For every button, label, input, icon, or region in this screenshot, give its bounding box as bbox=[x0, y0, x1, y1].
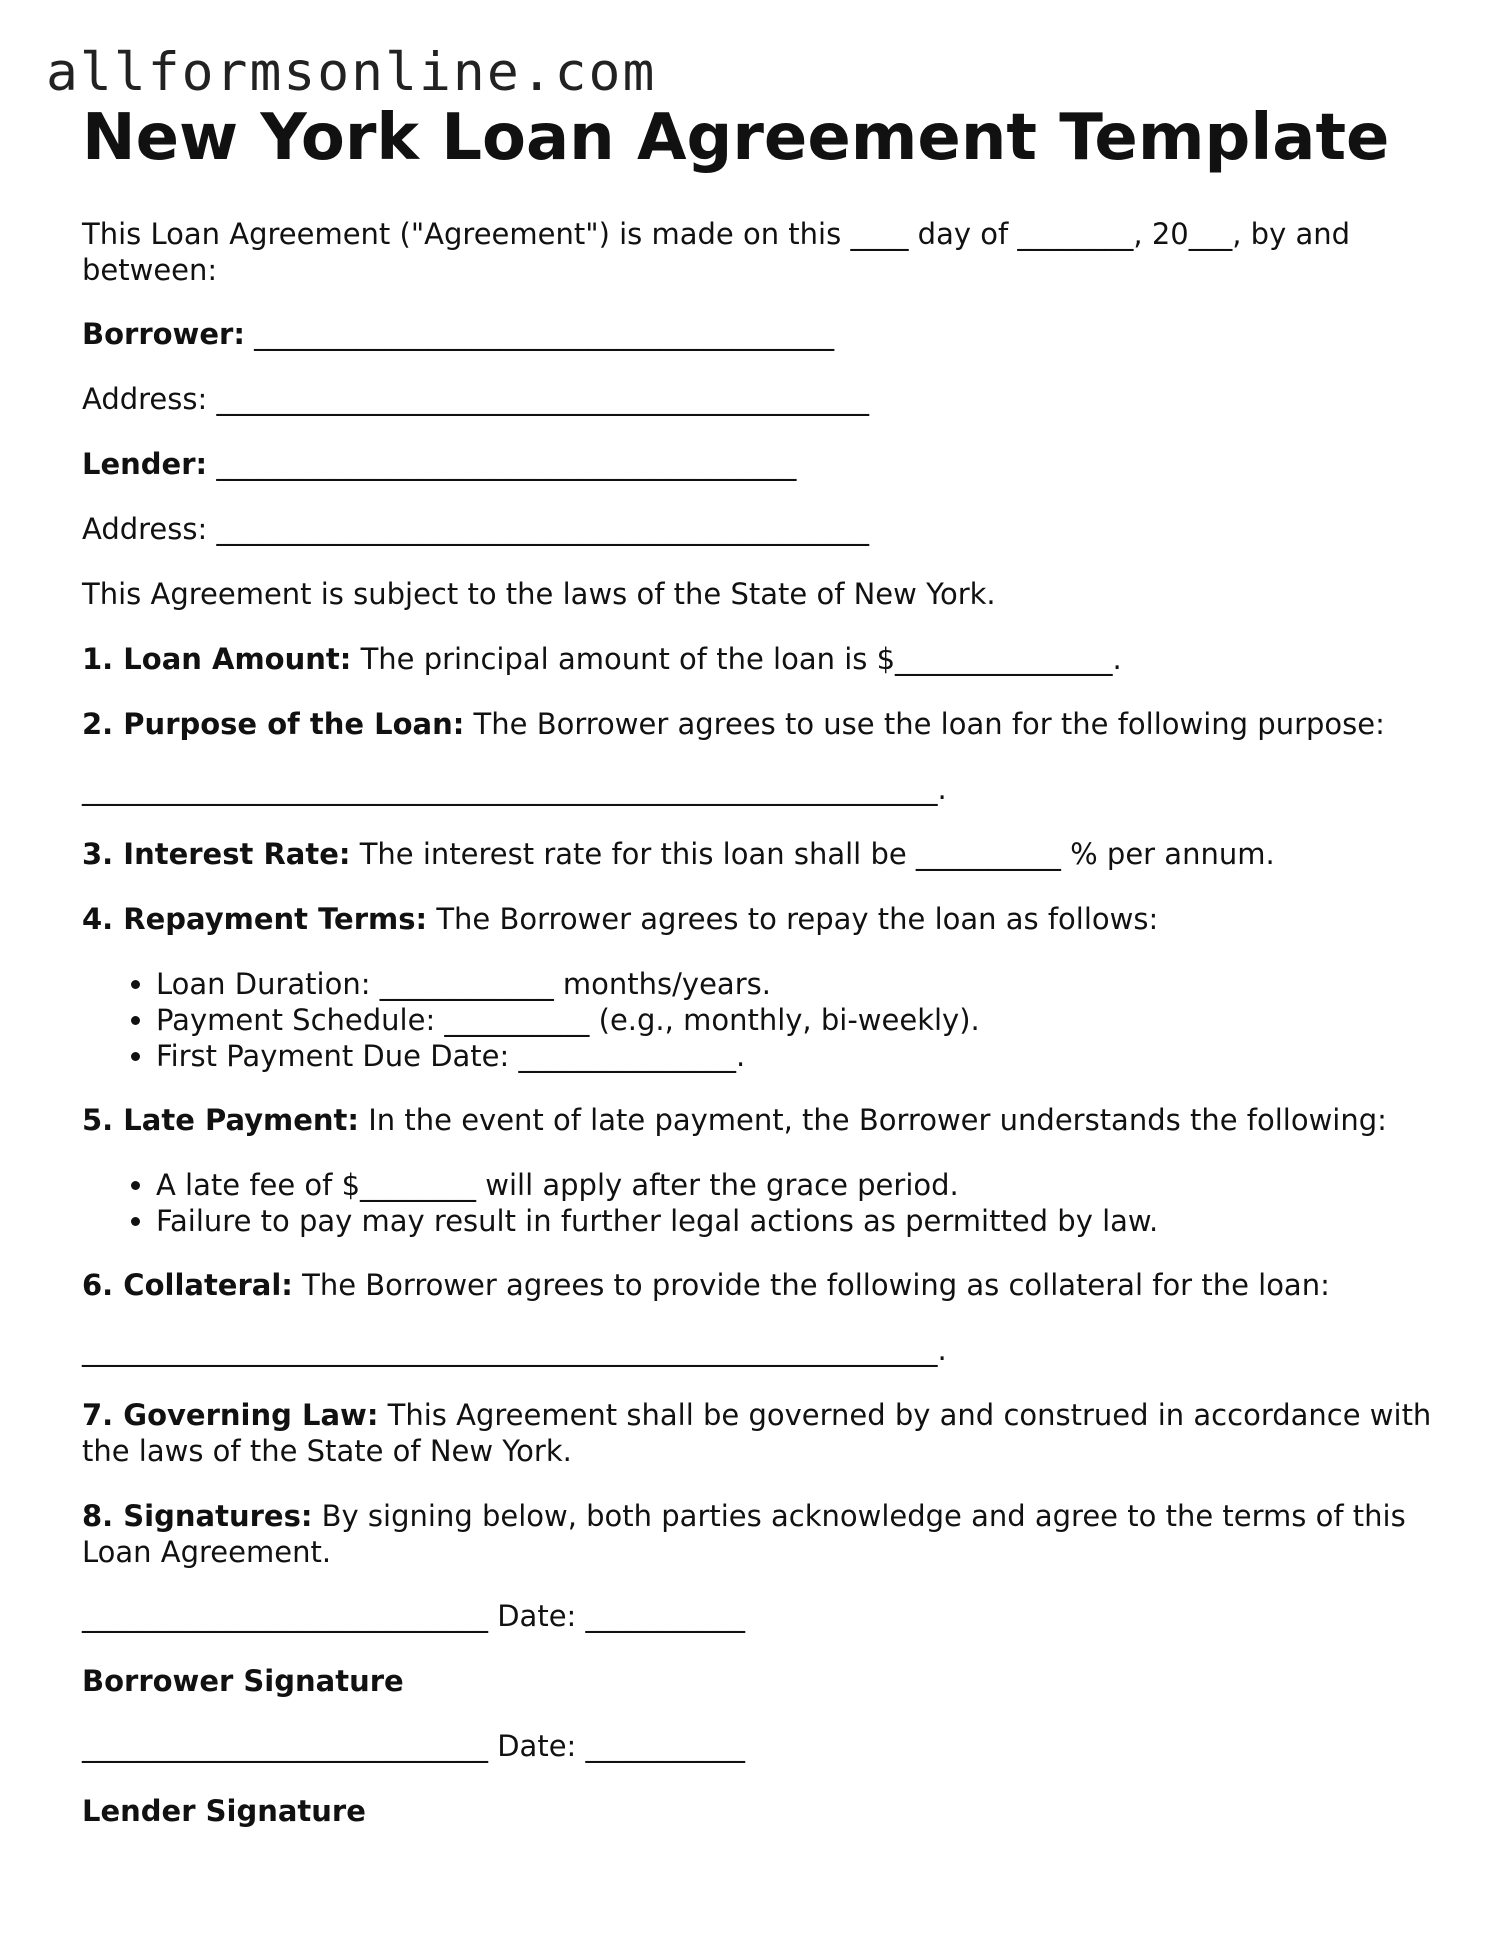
collateral-blank[interactable]: ___________________________________________________________. bbox=[82, 1333, 947, 1367]
watermark: allformsonline.com bbox=[46, 42, 657, 103]
borrower-signature-line[interactable]: ____________________________ Date: ___________ bbox=[82, 1599, 746, 1633]
lender-label: Lender: bbox=[82, 447, 208, 481]
repayment-list bbox=[82, 966, 1456, 1074]
lender-field bbox=[82, 446, 1442, 482]
borrower-signature-label: Borrower Signature bbox=[82, 1664, 404, 1698]
section-interest-rate bbox=[82, 836, 1442, 872]
borrower-address-field bbox=[82, 381, 1442, 417]
lender-name-blank[interactable]: ________________________________________ bbox=[216, 447, 797, 481]
lender-address-blank[interactable]: _____________________________________________ bbox=[216, 512, 869, 546]
borrower-address-label: Address: bbox=[82, 382, 208, 416]
section-text: This Agreement shall be governed by and construed in accordance with the laws of the State of New York. bbox=[82, 1398, 1432, 1468]
list-item-late-fee: • A late fee of $________ will apply after the grace period. bbox=[156, 1167, 1456, 1203]
borrower-name-blank[interactable]: ________________________________________ bbox=[254, 317, 835, 351]
section-heading: 5. Late Payment: bbox=[82, 1103, 360, 1137]
section-heading: 1. Loan Amount: bbox=[82, 642, 352, 676]
list-item-first-payment: • First Payment Due Date: _______________. bbox=[156, 1038, 1456, 1074]
intro-paragraph: This Loan Agreement ("Agreement") is made on this ____ day of ________, 20___, by and between: bbox=[82, 217, 1351, 287]
section-heading: 3. Interest Rate: bbox=[82, 837, 351, 871]
section-governing-law bbox=[82, 1397, 1442, 1469]
section-purpose bbox=[82, 706, 1442, 742]
section-text: The Borrower agrees to provide the following as collateral for the loan: bbox=[302, 1268, 1330, 1302]
section-text: The interest rate for this loan shall be __________ % per annum. bbox=[359, 837, 1275, 871]
section-heading: 8. Signatures: bbox=[82, 1499, 313, 1533]
section-late-payment bbox=[82, 1102, 1442, 1138]
list-item-payment-schedule: • Payment Schedule: __________ (e.g., monthly, bi-weekly). bbox=[156, 1002, 1456, 1038]
section-collateral bbox=[82, 1267, 1442, 1303]
borrower-label: Borrower: bbox=[82, 317, 245, 351]
section-heading: 4. Repayment Terms: bbox=[82, 902, 428, 936]
list-item-loan-duration: • Loan Duration: ____________ months/years. bbox=[156, 966, 1456, 1002]
page-title: New York Loan Agreement Template bbox=[82, 101, 1390, 175]
borrower-address-blank[interactable]: _____________________________________________ bbox=[216, 382, 869, 416]
borrower-field bbox=[82, 316, 1442, 352]
section-signatures bbox=[82, 1498, 1442, 1570]
section-text: By signing below, both parties acknowledge and agree to the terms of this Loan Agreement. bbox=[82, 1499, 1406, 1569]
section-repayment-terms bbox=[82, 901, 1442, 937]
subject-law-paragraph: This Agreement is subject to the laws of the State of New York. bbox=[82, 577, 996, 611]
lender-address-field bbox=[82, 511, 1442, 547]
list-item-legal-actions: • Failure to pay may result in further legal actions as permitted by law. bbox=[156, 1203, 1456, 1239]
section-loan-amount bbox=[82, 641, 1442, 677]
lender-address-label: Address: bbox=[82, 512, 208, 546]
lender-signature-line[interactable]: ____________________________ Date: ___________ bbox=[82, 1729, 746, 1763]
purpose-blank[interactable]: ___________________________________________________________. bbox=[82, 772, 947, 806]
section-text: The principal amount of the loan is $_______________. bbox=[360, 642, 1122, 676]
lender-signature-label: Lender Signature bbox=[82, 1794, 366, 1828]
section-heading: 2. Purpose of the Loan: bbox=[82, 707, 465, 741]
section-heading: 6. Collateral: bbox=[82, 1268, 293, 1302]
late-payment-list bbox=[82, 1167, 1456, 1239]
section-text: The Borrower agrees to repay the loan as follows: bbox=[436, 902, 1159, 936]
section-heading: 7. Governing Law: bbox=[82, 1398, 379, 1432]
section-text: In the event of late payment, the Borrower understands the following: bbox=[368, 1103, 1387, 1137]
section-text: The Borrower agrees to use the loan for the following purpose: bbox=[473, 707, 1385, 741]
